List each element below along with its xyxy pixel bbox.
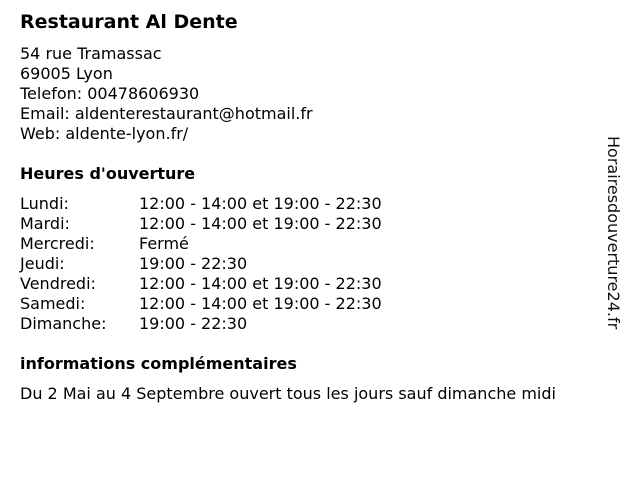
- hours-value: 19:00 - 22:30: [139, 254, 248, 273]
- hours-value: 12:00 - 14:00 et 19:00 - 22:30: [139, 194, 382, 213]
- opening-hours-heading: Heures d'ouverture: [20, 164, 196, 183]
- hours-value: Fermé: [139, 234, 189, 253]
- hours-value: 12:00 - 14:00 et 19:00 - 22:30: [139, 294, 382, 313]
- hours-row-sunday: [20, 314, 382, 334]
- address-line-2: 69005 Lyon: [20, 64, 113, 83]
- day-label: Lundi:: [20, 194, 69, 213]
- opening-hours-table: [20, 194, 382, 334]
- day-label: Dimanche:: [20, 314, 107, 333]
- site-watermark: Horairesdouverture24.fr: [604, 136, 623, 330]
- hours-row-tuesday: [20, 214, 382, 234]
- hours-value: 19:00 - 22:30: [139, 314, 248, 333]
- address-line-1: 54 rue Tramassac: [20, 44, 162, 63]
- email-line: Email: aldenterestaurant@hotmail.fr: [20, 104, 313, 123]
- website-line: Web: aldente-lyon.fr/: [20, 124, 189, 143]
- hours-value: 12:00 - 14:00 et 19:00 - 22:30: [139, 214, 382, 233]
- day-label: Mercredi:: [20, 234, 95, 253]
- restaurant-title: Restaurant Al Dente: [20, 11, 238, 33]
- day-label: Vendredi:: [20, 274, 96, 293]
- hours-row-monday: [20, 194, 382, 214]
- hours-value: 12:00 - 14:00 et 19:00 - 22:30: [139, 274, 382, 293]
- contact-block: [20, 44, 313, 144]
- hours-row-wednesday: [20, 234, 382, 254]
- hours-row-thursday: [20, 254, 382, 274]
- hours-row-friday: [20, 274, 382, 294]
- day-label: Samedi:: [20, 294, 86, 313]
- phone-line: Telefon: 00478606930: [20, 84, 200, 103]
- additional-info-text: Du 2 Mai au 4 Septembre ouvert tous les jours sauf dimanche midi: [20, 384, 556, 403]
- additional-info-heading: informations complémentaires: [20, 354, 297, 373]
- hours-row-saturday: [20, 294, 382, 314]
- day-label: Jeudi:: [20, 254, 65, 273]
- day-label: Mardi:: [20, 214, 70, 233]
